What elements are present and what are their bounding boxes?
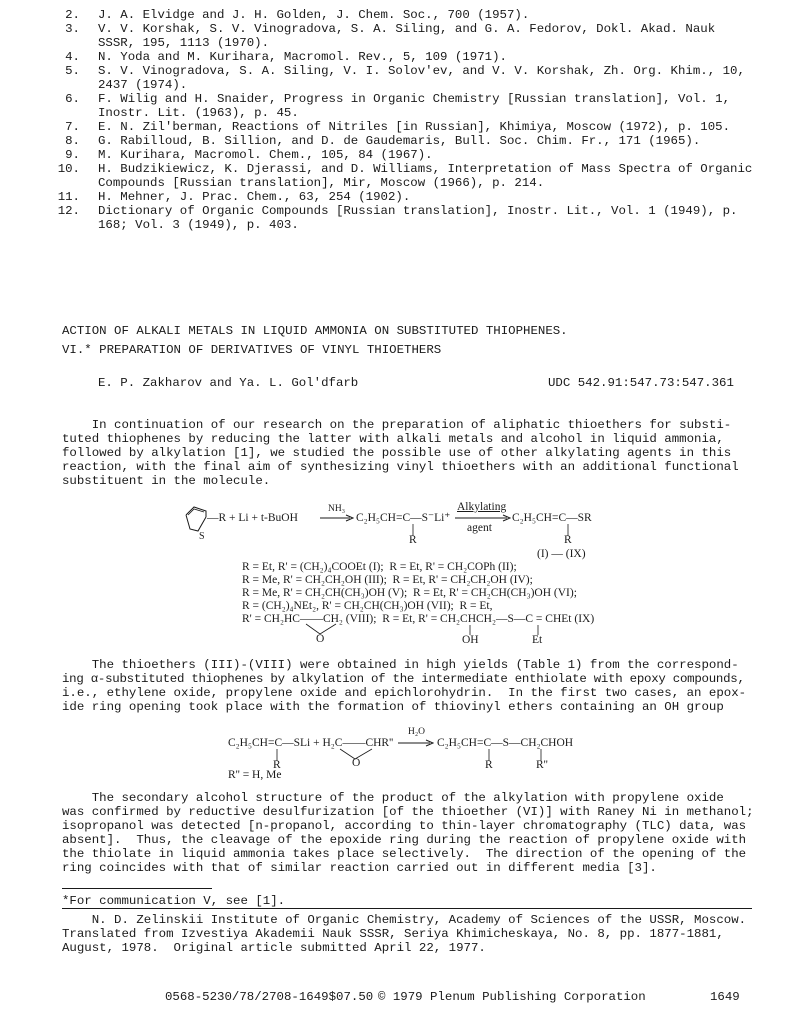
- bond-line: [276, 749, 280, 761]
- text-line: the thiolate in liquid ammonia takes place selectively. The direction of the opening of the: [62, 847, 747, 861]
- compound-range: (I) — (IX): [537, 548, 586, 560]
- text-line: Translated from Izvestiya Akademii Nauk SSSR, Seriya Khimicheskaya, No. 8, pp. 1877-1881,: [62, 927, 724, 941]
- definition-line: R = Me, R' = CH₂CH(CH₃)OH (V); R = Et, R' = CH₂CH(CH₃)OH (VI);: [242, 587, 577, 599]
- reference-text: G. Rabilloud, B. Sillion, and D. de Gaudemaris, Bull. Soc. Chim. Fr., 171 (1965).: [98, 134, 701, 148]
- text-line: was confirmed by reductive desulfurization [of the thioether (VI)] with Raney Ni in methanol;: [62, 805, 754, 819]
- reference-number: 4.: [65, 50, 80, 64]
- reference-item: [0, 8, 807, 22]
- udc-code: UDC 542.91:547.73:547.361: [548, 376, 734, 390]
- affiliation-divider: [62, 908, 752, 909]
- arrow-right-icon: [398, 739, 434, 747]
- text-line: ing α-substituted thiophenes by alkylation of the intermediate enthiolate with epoxy compounds,: [62, 672, 745, 686]
- reference-item: [0, 190, 807, 204]
- scheme2-reactants: C₂H₅CH=C—SLi + H₂C——CHR'': [228, 737, 394, 749]
- reference-text: N. Yoda and M. Kurihara, Macromol. Rev., 5, 109 (1971).: [98, 50, 507, 64]
- reference-number: 5.: [65, 64, 80, 78]
- reference-number: 6.: [65, 92, 80, 106]
- epoxide-bonds: [337, 748, 377, 762]
- scheme2-note: R'' = H, Me: [228, 769, 282, 781]
- bond-line: [412, 524, 416, 536]
- scheme1-product: C₂H₅CH=C—SR: [512, 512, 592, 524]
- arrow-right-icon: [320, 514, 354, 522]
- title-line: ACTION OF ALKALI METALS IN LIQUID AMMONIA ON SUBSTITUTED THIOPHENES.: [62, 324, 568, 338]
- reference-text: E. N. Zil'berman, Reactions of Nitriles [in Russian], Khimiya, Moscow (1972), p. 105.: [98, 120, 731, 134]
- reference-text: V. V. Korshak, S. V. Vinogradova, S. A. Siling, and G. A. Fedorov, Dokl. Akad. Nauk SSSR, 195, 1113 (1970).: [98, 22, 716, 50]
- hydroxyl-group: OH: [462, 634, 479, 646]
- reference-text: S. V. Vinogradova, S. A. Siling, V. I. Solov'ev, and V. V. Korshak, Zh. Org. Khim., 10, 2437 (1974).: [98, 64, 745, 92]
- scheme1-intermediate: C₂H₅CH=C—S⁻Li⁺: [356, 512, 451, 524]
- definition-line: R = Me, R' = CH₂CH₂OH (III); R = Et, R' = CH₂CH₂OH (IV);: [242, 574, 533, 586]
- reference-item: [0, 162, 807, 190]
- text-line: The thioethers (III)-(VIII) were obtained in high yields (Table 1) from the correspond-: [62, 658, 739, 672]
- publisher: © 1979 Plenum Publishing Corporation: [378, 990, 646, 1004]
- reference-text: Dictionary of Organic Compounds [Russian translation], Inostr. Lit., Vol. 1 (1949), p. 168; Vol. 3 (1949), p. 403.: [98, 204, 738, 232]
- epoxide-oxygen: O: [352, 757, 361, 769]
- thiophene-ring-icon: [182, 505, 210, 541]
- article-code: 0568-5230/78/2708-1649$07.50: [165, 990, 374, 1004]
- substituent-r: R: [409, 534, 417, 546]
- reference-number: 11.: [57, 190, 80, 204]
- reference-item: [0, 22, 807, 50]
- text-line: August, 1978. Original article submitted April 22, 1977.: [62, 941, 486, 955]
- text-line: isopropanol was detected [n-propanol, according to thin-layer chromatography (TLC) data, was: [62, 819, 747, 833]
- text-line: i.e., ethylene oxide, propylene oxide and epichlorohydrin. In the first two cases, an epox-: [62, 686, 747, 700]
- reference-item: [0, 148, 807, 162]
- reference-number: 3.: [65, 22, 80, 36]
- paragraph-intro: [62, 418, 752, 488]
- footnote-divider: [62, 888, 212, 889]
- title-line: VI.* PREPARATION OF DERIVATIVES OF VINYL THIOETHERS: [62, 343, 442, 357]
- bond-line: [540, 749, 544, 761]
- definition-line: R = Et, R' = (CH₂)₄COOEt (I); R = Et, R' = CH₂COPh (II);: [242, 561, 517, 573]
- scheme2-product: C₂H₅CH=C—S—CH₂CHOH: [437, 737, 574, 749]
- page-number: 1649: [710, 990, 740, 1004]
- reference-item: [0, 204, 807, 232]
- definition-line: R' = CH₂HC——CH₂ (VIII); R = Et, R' = CH₂CHCH₂—S—C = CHEt (IX): [242, 613, 595, 625]
- text-line: ide ring opening took place with the formation of thiovinyl ethers containing an OH group: [62, 700, 724, 714]
- reference-number: 8.: [65, 134, 80, 148]
- reference-number: 7.: [65, 120, 80, 134]
- reference-number: 12.: [57, 204, 80, 218]
- arrow1-label: NH₃: [328, 504, 346, 514]
- substituent-r-double-prime: R'': [536, 759, 548, 771]
- text-line: ring coincides with that of similar reaction carried out in different media [3].: [62, 861, 657, 875]
- affiliation-block: [62, 913, 746, 955]
- substituent-r: R: [564, 534, 572, 546]
- reference-number: 10.: [57, 162, 80, 176]
- reference-item: [0, 50, 807, 64]
- text-line: substituent in the molecule.: [62, 474, 271, 488]
- bond-line: [537, 625, 541, 635]
- reference-number: 9.: [65, 148, 80, 162]
- bond-line: [469, 625, 473, 635]
- scheme2-arrow-label: H₂O: [408, 727, 426, 737]
- bond-line: [567, 524, 571, 536]
- reference-item: [0, 92, 807, 120]
- arrow2-label-bottom: agent: [467, 522, 492, 534]
- reference-list: [0, 8, 807, 232]
- footnote: *For communication V, see [1].: [62, 894, 286, 908]
- paragraph-thioethers: [62, 658, 752, 714]
- definition-line: R = (CH₂)₄NEt₂, R' = CH₂CH(CH₃)OH (VII); R = Et,: [242, 600, 493, 612]
- substituent-r: R: [273, 759, 281, 771]
- epoxide-bonds: [302, 623, 342, 637]
- reference-item: [0, 64, 807, 92]
- arrow2-label-top: Alkylating: [457, 501, 507, 513]
- text-line: In continuation of our research on the preparation of aliphatic thioethers for substi-: [62, 418, 732, 432]
- reference-text: H. Budzikiewicz, K. Djerassi, and D. Williams, Interpretation of Mass Spectra of Organic Compounds [Russian translation], Mir, Moscow (1966), p. 214.: [98, 162, 753, 190]
- reference-number: 2.: [65, 8, 80, 22]
- scheme1-reactants: —R + Li + t-BuOH: [207, 512, 298, 524]
- reference-text: F. Wilig and H. Snaider, Progress in Organic Chemistry [Russian translation], Vol. 1, Inostr. Lit. (1963), p. 45.: [98, 92, 731, 120]
- reference-item: [0, 120, 807, 134]
- text-line: tuted thiophenes by reducing the latter with alkali metals and alcohol in liquid ammonia,: [62, 432, 724, 446]
- reference-text: M. Kurihara, Macromol. Chem., 105, 84 (1967).: [98, 148, 433, 162]
- epoxide-oxygen: O: [316, 633, 325, 645]
- text-line: N. D. Zelinskii Institute of Organic Chemistry, Academy of Sciences of the USSR, Moscow.: [62, 913, 747, 927]
- bond-line: [488, 749, 492, 761]
- text-line: The secondary alcohol structure of the product of the alkylation with propylene oxide: [62, 791, 724, 805]
- ethyl-group: Et: [532, 634, 543, 646]
- text-line: followed by alkylation [1], we studied the possible use of other alkylating agents in this: [62, 446, 732, 460]
- paragraph-desulfurization: [62, 791, 752, 875]
- authors: E. P. Zakharov and Ya. L. Gol'dfarb: [98, 376, 359, 390]
- reference-text: H. Mehner, J. Prac. Chem., 63, 254 (1902).: [98, 190, 411, 204]
- ring-sulfur-label: S: [199, 531, 205, 542]
- text-line: reaction, with the final aim of synthesizing vinyl thioethers with an additional functional: [62, 460, 739, 474]
- article-title: [62, 324, 568, 357]
- reference-text: J. A. Elvidge and J. H. Golden, J. Chem. Soc., 700 (1957).: [98, 8, 530, 22]
- substituent-r: R: [485, 759, 493, 771]
- arrow-right-icon: [455, 514, 511, 522]
- text-line: absent]. Thus, the cleavage of the epoxide ring during the reaction of propylene oxide with: [62, 833, 747, 847]
- reference-item: [0, 134, 807, 148]
